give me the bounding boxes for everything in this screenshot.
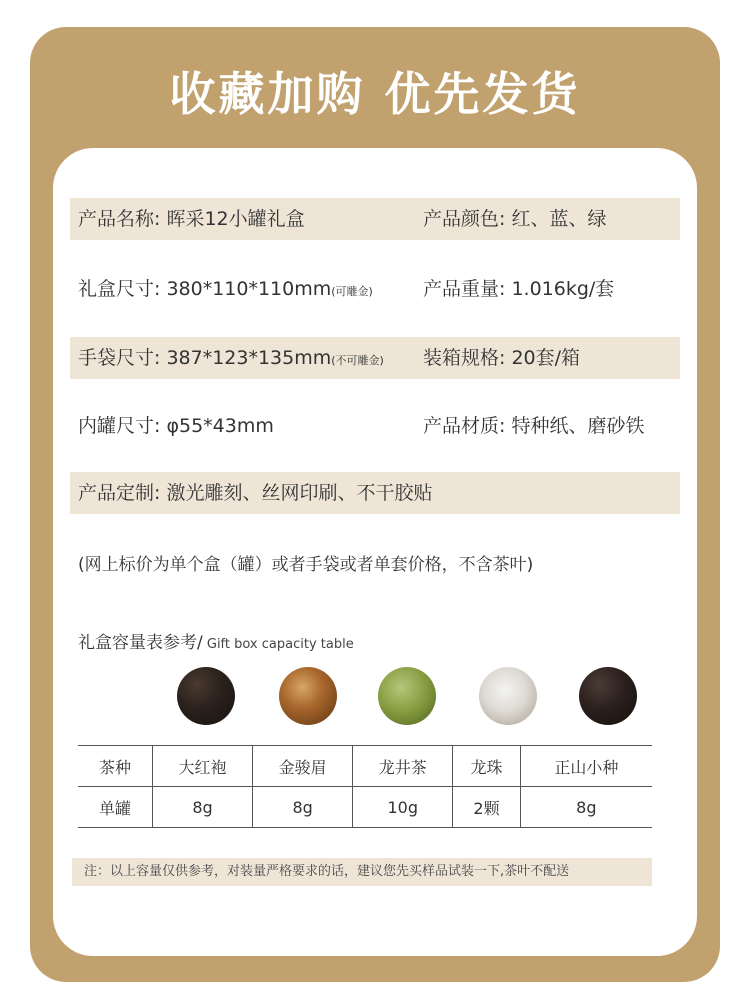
product-name: 产品名称: 晖采12小罐礼盒 (78, 208, 305, 230)
footnote: 注：以上容量仅供参考，对装量严格要求的话，建议您先买样品试装一下,茶叶不配送 (72, 858, 652, 886)
capacity-title-en: Gift box capacity table (202, 637, 354, 652)
box-size (78, 268, 373, 313)
capacity-table (78, 745, 652, 828)
tea-image-dahongpao (177, 667, 235, 725)
bag-size (78, 337, 384, 382)
product-color: 产品颜色: 红、蓝、绿 (423, 208, 607, 230)
tea-name: 正山小种 (520, 746, 652, 787)
tea-image-longjing (378, 667, 436, 725)
tea-amount: 2颗 (453, 787, 520, 828)
capacity-title-cn: 礼盒容量表参考/ (78, 633, 203, 653)
spec-row-custom (70, 472, 680, 514)
table-header-label: 茶种 (78, 746, 153, 787)
bag-size-value: 手袋尺寸: 387*123*135mm (78, 347, 332, 369)
spec-row-inner-can (70, 405, 680, 447)
inner-can-size: 内罐尺寸: φ55*43mm (78, 415, 274, 437)
box-size-value: 礼盒尺寸: 380*110*110mm (78, 278, 332, 300)
tea-image-longzhu (479, 667, 537, 725)
packing-spec: 装箱规格: 20套/箱 (423, 347, 581, 369)
customization: 产品定制: 激光雕刻、丝网印刷、不干胶贴 (78, 482, 433, 504)
tea-amount: 8g (520, 787, 652, 828)
table-row (78, 746, 652, 787)
tea-image-zhengshanxiaozhong (579, 667, 637, 725)
product-material: 产品材质: 特种纸、磨砂铁 (423, 415, 645, 437)
table-row-label: 单罐 (78, 787, 153, 828)
tea-amount: 8g (253, 787, 353, 828)
tea-amount: 8g (153, 787, 253, 828)
box-size-note: (可雕金) (331, 285, 373, 298)
bag-size-note: (不可雕金) (331, 354, 384, 367)
spec-row-bag-size (70, 337, 680, 379)
tea-name: 金骏眉 (253, 746, 353, 787)
tea-name: 龙珠 (453, 746, 520, 787)
capacity-table-title (78, 628, 354, 653)
spec-row-box-size (70, 268, 680, 310)
tea-image-jinjunmei (279, 667, 337, 725)
table-row (78, 787, 652, 828)
spec-row-name (70, 198, 680, 240)
tea-amount: 10g (353, 787, 453, 828)
product-weight: 产品重量: 1.016kg/套 (423, 278, 615, 300)
tea-name: 龙井茶 (353, 746, 453, 787)
tea-name: 大红袍 (153, 746, 253, 787)
headline-banner: 收藏加购 优先发货 (169, 67, 581, 121)
price-note: (网上标价为单个盒（罐）或者手袋或者单套价格，不含茶叶) (78, 555, 534, 575)
